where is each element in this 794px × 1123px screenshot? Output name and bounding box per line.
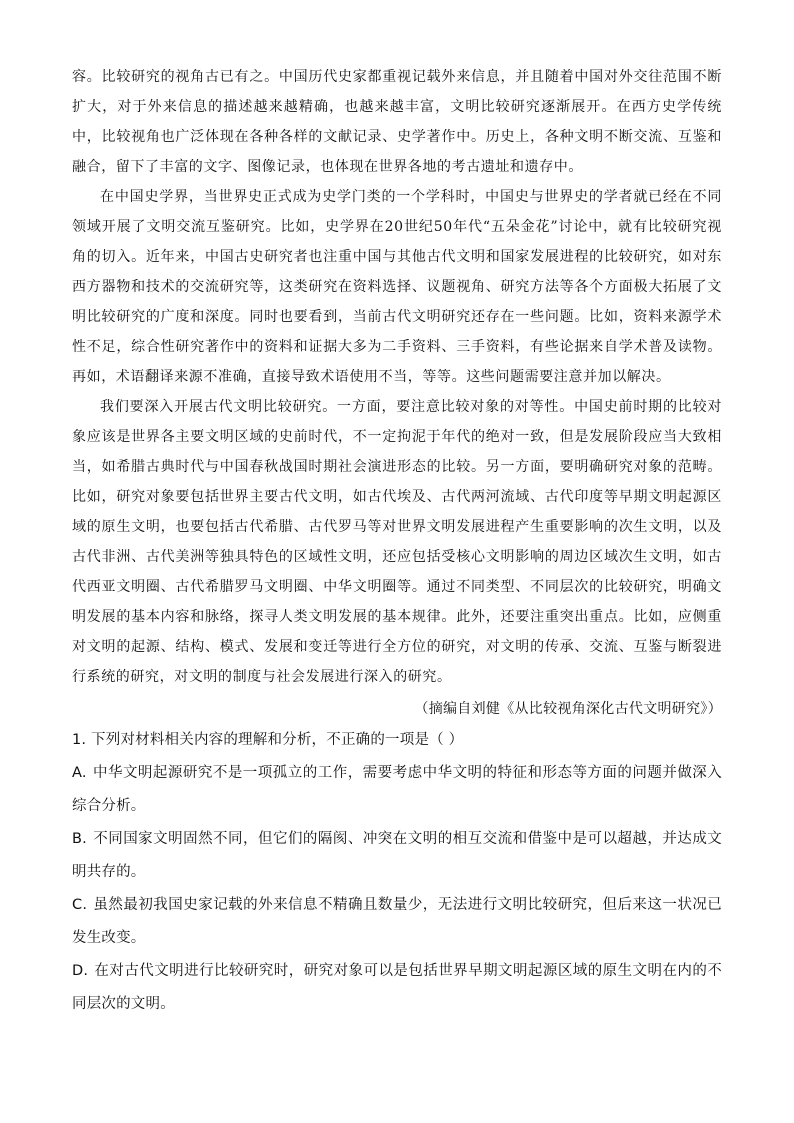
question-stem: 1. 下列对材料相关内容的理解和分析，不正确的一项是（ ）: [72, 732, 464, 748]
option-letter: C.: [72, 897, 88, 913]
passage-paragraph-3: 我们要深入开展古代文明比较研究。一方面，要注意比较对象的对等性。中国史前时期的比较对象应该是世界各主要文明区域的史前时代，不一定拘泥于年代的绝对一致，但是发展阶段应当大致相当，如希腊古典时代与中国春秋战国时期社会演进形态的比较。另一方面，要明确研究对象的范畴。比如，研究对象要包括世界主要古代文明，如古代埃及、古代两河流域、古代印度等早期文明起源区域的原生文明，也要包括古代希腊、古代罗马等对世界文明发展进程产生重要影响的次生文明，以及古代非洲、古代美洲等独具特色的区域性文明，还应包括受核心文明影响的周边区域次生文明，如古代西亚文明圈、古代希腊罗马文明圈、中华文明圈等。通过不同类型、不同层次的比较研究，明确文明发展的基本内容和脉络，探寻人类文明发展的基本规律。此外，还要注重突出重点。比如，应侧重对文明的起源、结构、模式、发展和变迁等进行全方位的研究，对文明的传承、交流、互鉴与断裂进行系统的研究，对文明的制度与社会发展进行深入的研究。: [72, 399, 722, 685]
option-a: [72, 757, 722, 823]
option-text: 中华文明起源研究不是一项孤立的工作，需要考虑中华文明的特征和形态等方面的问题并做深入综合分析。: [72, 765, 722, 814]
passage-paragraph-1: 容。比较研究的视角古已有之。中国历代史家都重视记载外来信息，并且随着中国对外交往范围不断扩大，对于外来信息的描述越来越精确，也越来越丰富，文明比较研究逐渐展开。在西方史学传统中，比较视角也广泛体现在各种各样的文献记录、史学著作中。历史上，各种文明不断交流、互鉴和融合，留下了丰富的文字、图像记录，也体现在世界各地的考古遗址和遗存中。: [72, 69, 722, 175]
option-d: [72, 955, 722, 1021]
option-letter: A.: [72, 765, 87, 781]
option-text: 虽然最初我国史家记载的外来信息不精确且数量少，无法进行文明比较研究，但后来这一状况已发生改变。: [72, 897, 722, 946]
option-b: [72, 823, 722, 889]
option-c: [72, 889, 722, 955]
option-text: 不同国家文明固然不同，但它们的隔阂、冲突在文明的相互交流和借鉴中是可以超越，并达成文明共存的。: [72, 831, 722, 880]
passage-paragraph-2: 在中国史学界，当世界史正式成为史学门类的一个学科时，中国史与世界史的学者就已经在不同领域开展了文明交流互鉴研究。比如，史学界在20世纪50年代“五朵金花”讨论中，就有比较研究视角的切入。近年来，中国古史研究者也注重中国与其他古代文明和国家发展进程的比较研究，如对东西方器物和技术的交流研究等，这类研究在资料选择、议题视角、研究方法等各个方面极大拓展了文明比较研究的广度和深度。同时也要看到，当前古代文明研究还存在一些问题。比如，资料来源学术性不足，综合性研究著作中的资料和证据大多为二手资料、三手资料，有些论据来自学术普及读物。再如，术语翻译来源不准确，直接导致术语使用不当，等等。这些问题需要注意并加以解决。: [72, 189, 722, 385]
option-text: 在对古代文明进行比较研究时，研究对象可以是包括世界早期文明起源区域的原生文明在内的不同层次的文明。: [72, 963, 722, 1012]
passage-source: （摘编自刘健《从比较视角深化古代文明研究》）: [414, 701, 722, 717]
document-page: [72, 62, 722, 1021]
option-letter: D.: [72, 963, 89, 979]
option-letter: B.: [72, 831, 87, 847]
